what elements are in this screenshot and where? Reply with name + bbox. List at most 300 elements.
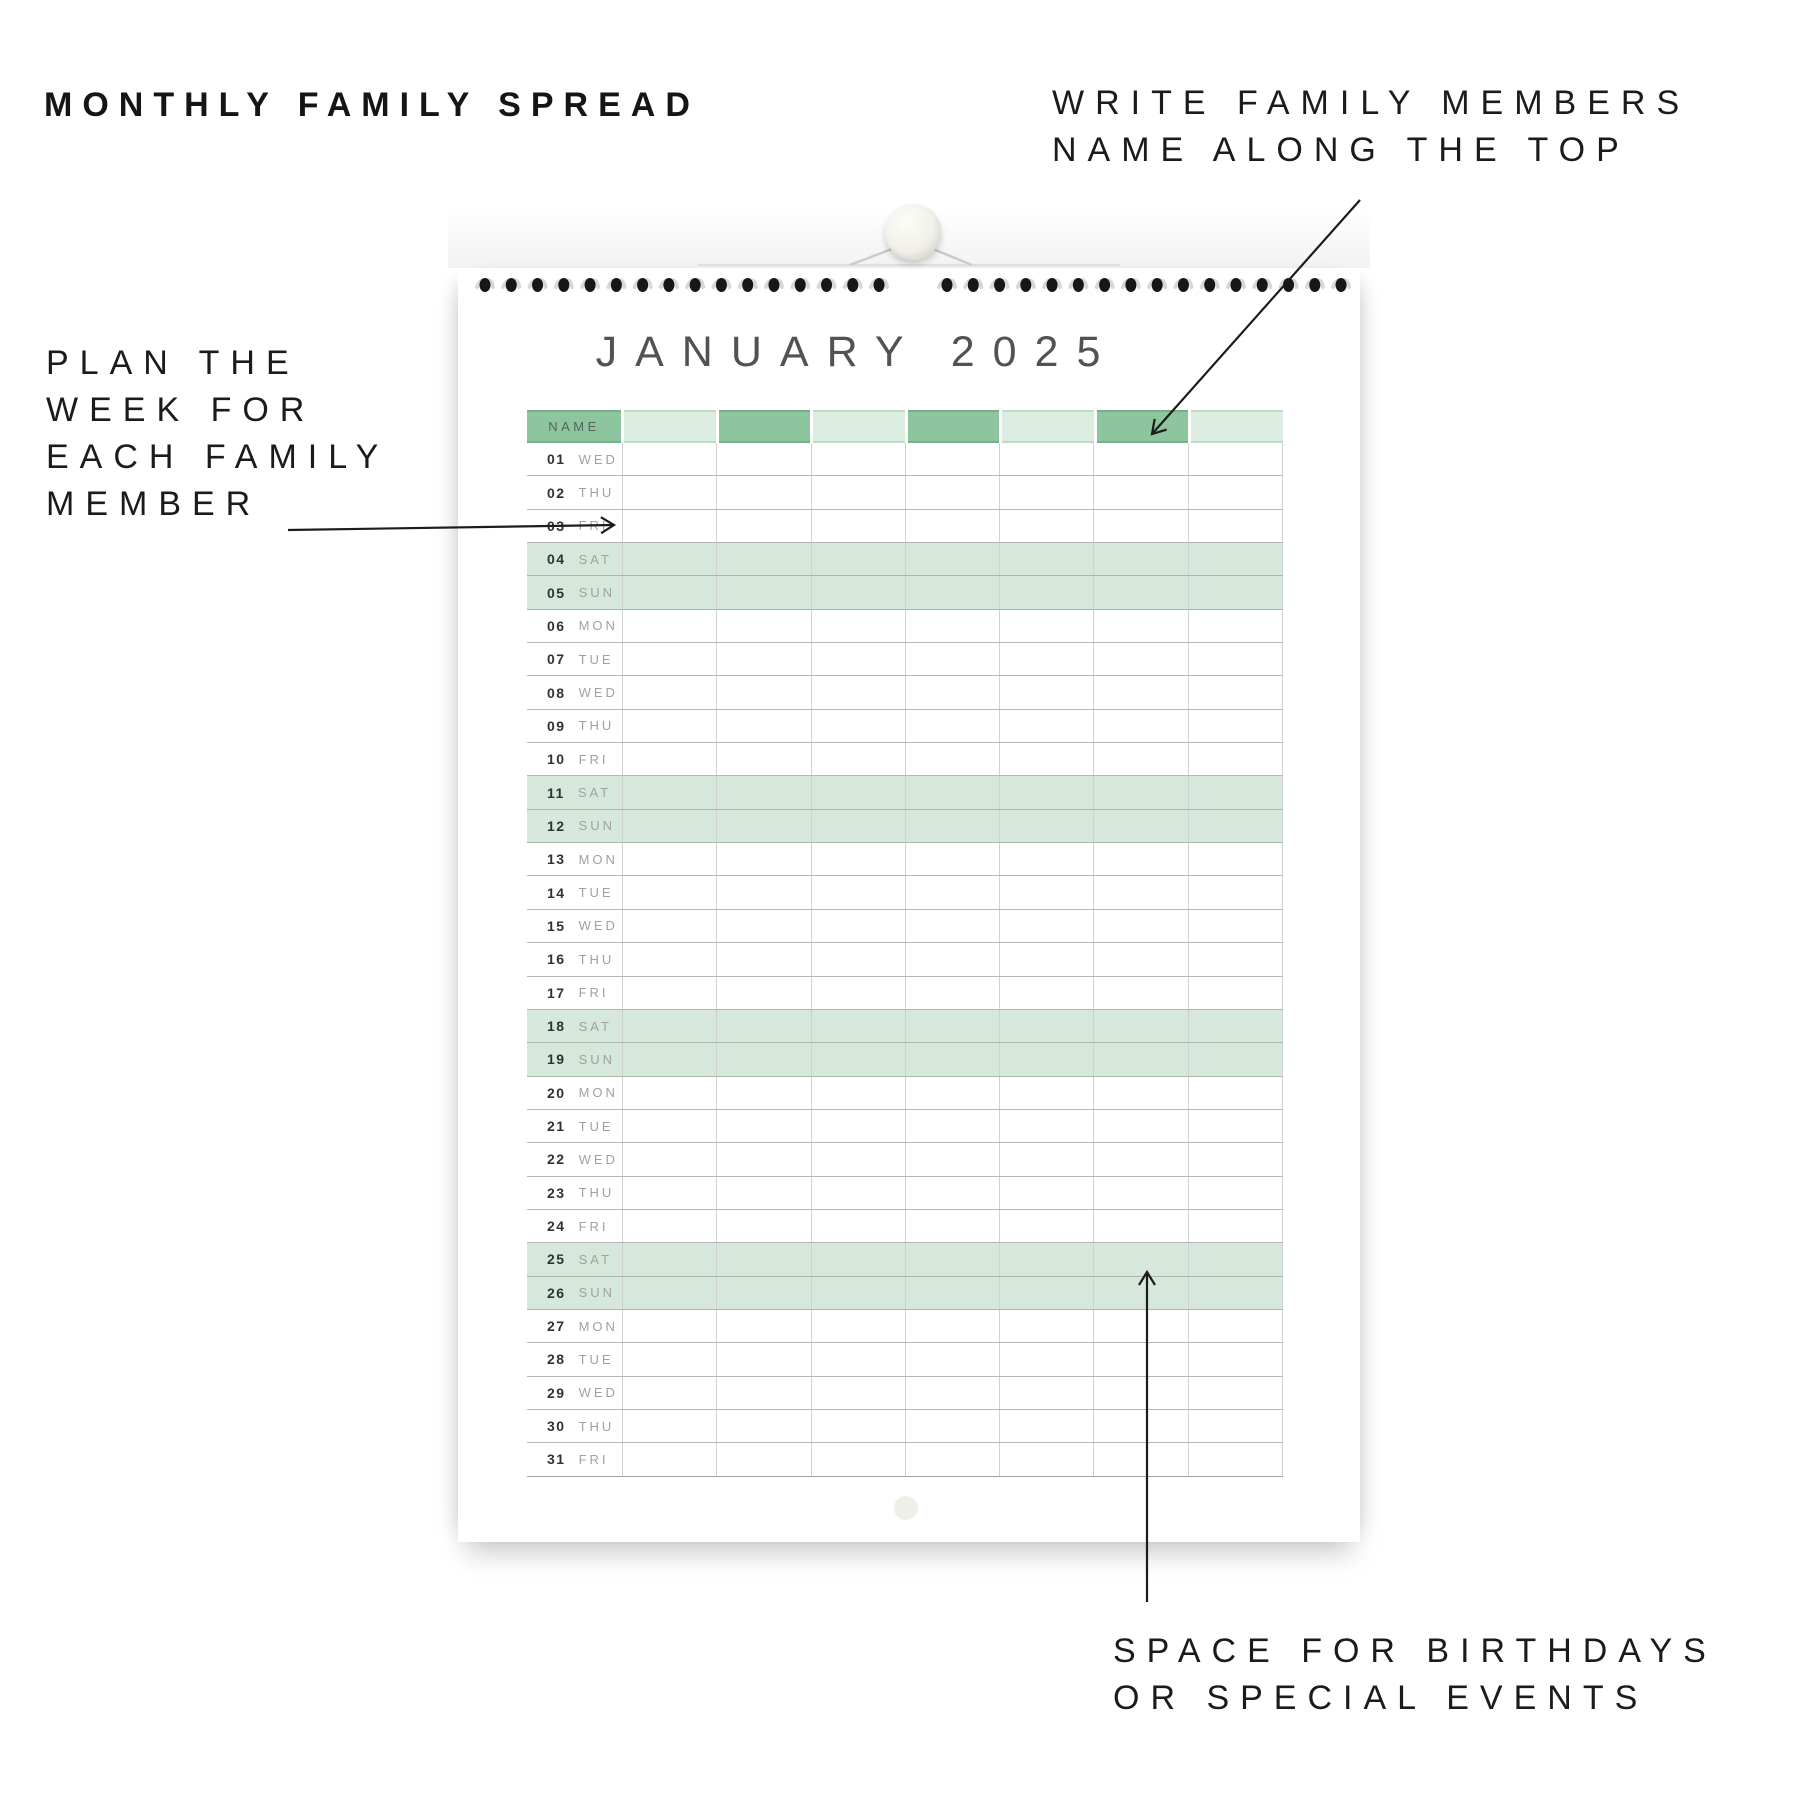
member-name-cell <box>908 410 1000 443</box>
day-cell <box>812 1177 906 1209</box>
day-row <box>527 1310 1283 1343</box>
day-cell <box>717 610 811 642</box>
day-cell <box>1189 1343 1283 1375</box>
day-cell <box>906 710 1000 742</box>
day-cell <box>1094 943 1188 975</box>
day-cell <box>906 1443 1000 1475</box>
day-cell <box>623 476 717 508</box>
day-cell <box>623 610 717 642</box>
day-label <box>527 476 623 508</box>
hanging-pin-icon <box>885 204 941 260</box>
day-row <box>527 1243 1283 1276</box>
day-name: SAT <box>578 551 612 567</box>
day-number: 30 <box>547 1418 566 1435</box>
day-cell <box>1000 910 1094 942</box>
day-cell <box>906 1377 1000 1409</box>
day-row <box>527 1377 1283 1410</box>
day-cell <box>623 810 717 842</box>
day-row <box>527 643 1283 676</box>
day-cell <box>812 910 906 942</box>
day-number: 20 <box>547 1084 566 1101</box>
day-label <box>527 710 623 742</box>
day-cell <box>906 1077 1000 1109</box>
annotation-line: OR SPECIAL EVENTS <box>1113 1679 1649 1717</box>
day-cell <box>623 843 717 875</box>
day-cell <box>1000 1210 1094 1242</box>
day-name: TUE <box>578 1351 614 1367</box>
day-cell <box>623 1077 717 1109</box>
day-label <box>527 1043 623 1075</box>
day-name: WED <box>578 1385 618 1401</box>
day-name: SAT <box>578 1018 612 1034</box>
day-cell <box>623 443 717 475</box>
day-cell <box>1094 1443 1188 1475</box>
day-cell <box>1000 943 1094 975</box>
day-cell <box>623 710 717 742</box>
day-label <box>527 643 623 675</box>
binding-hole-icon <box>768 278 779 292</box>
day-cell <box>1094 910 1188 942</box>
day-cell <box>1189 676 1283 708</box>
day-cell <box>1000 476 1094 508</box>
day-cell <box>717 510 811 542</box>
day-cell <box>717 943 811 975</box>
day-cell <box>717 1310 811 1342</box>
day-cell <box>1000 710 1094 742</box>
day-number: 29 <box>547 1384 566 1401</box>
binding-hole-icon <box>942 278 953 292</box>
headline: MONTHLY FAMILY SPREAD <box>44 86 700 124</box>
day-label <box>527 1010 623 1042</box>
day-cell <box>906 510 1000 542</box>
day-row <box>527 943 1283 976</box>
binding-hole-icon <box>968 278 979 292</box>
day-cell <box>1094 1410 1188 1442</box>
day-cell <box>623 543 717 575</box>
day-cell <box>1189 1410 1283 1442</box>
day-name: SUN <box>578 1285 616 1301</box>
binding-hole-icon <box>585 278 596 292</box>
day-cell <box>1094 1377 1188 1409</box>
day-cell <box>1094 843 1188 875</box>
day-cell <box>1094 1043 1188 1075</box>
day-cell <box>1189 1110 1283 1142</box>
day-cell <box>717 1443 811 1475</box>
binding-hole-icon <box>1257 278 1268 292</box>
day-cell <box>812 1410 906 1442</box>
day-name: FRI <box>578 751 609 767</box>
day-cell <box>906 943 1000 975</box>
day-cell <box>1189 1243 1283 1275</box>
annotation-line: EACH FAMILY <box>46 438 390 476</box>
day-row <box>527 977 1283 1010</box>
day-cell <box>1094 1110 1188 1142</box>
day-label <box>527 1343 623 1375</box>
day-cell <box>906 1177 1000 1209</box>
day-label <box>527 543 623 575</box>
day-row <box>527 543 1283 576</box>
day-cell <box>623 1010 717 1042</box>
day-row <box>527 1043 1283 1076</box>
day-cell <box>623 1343 717 1375</box>
day-number: 04 <box>547 551 566 568</box>
day-cell <box>812 1277 906 1309</box>
name-header-cell: NAME <box>527 410 621 443</box>
day-cell <box>906 476 1000 508</box>
day-cell <box>623 1377 717 1409</box>
day-cell <box>1189 1143 1283 1175</box>
annotation-line: WRITE FAMILY MEMBERS <box>1052 84 1691 122</box>
day-cell <box>1189 810 1283 842</box>
day-cell <box>1000 1110 1094 1142</box>
day-label <box>527 1177 623 1209</box>
day-cell <box>1189 710 1283 742</box>
day-cell <box>1189 610 1283 642</box>
day-name: THU <box>578 951 615 967</box>
binding-hole-icon <box>558 278 569 292</box>
day-cell <box>717 643 811 675</box>
day-number: 09 <box>547 717 566 734</box>
day-number: 12 <box>547 817 566 834</box>
calendar-table <box>527 410 1283 1477</box>
day-row <box>527 1177 1283 1210</box>
day-cell <box>812 1010 906 1042</box>
binding-hole-icon <box>847 278 858 292</box>
day-cell <box>1000 876 1094 908</box>
annotation-bottom-right <box>1113 1628 1717 1722</box>
day-cell <box>1189 776 1283 808</box>
day-cell <box>906 910 1000 942</box>
day-cell <box>1189 1443 1283 1475</box>
day-cell <box>812 776 906 808</box>
day-label <box>527 1243 623 1275</box>
day-cell <box>1000 1343 1094 1375</box>
day-name: WED <box>578 685 618 701</box>
day-cell <box>1094 676 1188 708</box>
member-name-cell <box>624 410 716 443</box>
day-number: 26 <box>547 1284 566 1301</box>
day-label <box>527 843 623 875</box>
day-cell <box>623 1177 717 1209</box>
day-name: FRI <box>578 518 609 534</box>
day-label <box>527 810 623 842</box>
day-cell <box>717 1177 811 1209</box>
day-number: 23 <box>547 1184 566 1201</box>
binding-hole-icon <box>1047 278 1058 292</box>
day-cell <box>1000 776 1094 808</box>
day-name: MON <box>578 1085 618 1101</box>
day-cell <box>623 1143 717 1175</box>
day-cell <box>906 543 1000 575</box>
day-row <box>527 1443 1283 1476</box>
day-cell <box>1000 1410 1094 1442</box>
day-name: WED <box>578 451 618 467</box>
day-label <box>527 1410 623 1442</box>
day-cell <box>1094 643 1188 675</box>
day-cell <box>1000 1010 1094 1042</box>
day-name: FRI <box>578 985 609 1001</box>
member-name-cell <box>1097 410 1189 443</box>
day-label <box>527 610 623 642</box>
day-name: WED <box>578 918 618 934</box>
day-number: 16 <box>547 951 566 968</box>
day-cell <box>1000 510 1094 542</box>
day-cell <box>1189 843 1283 875</box>
day-cell <box>623 910 717 942</box>
binding-hole-icon <box>821 278 832 292</box>
day-cell <box>1000 610 1094 642</box>
day-row <box>527 1343 1283 1376</box>
day-cell <box>812 610 906 642</box>
day-cell <box>812 943 906 975</box>
day-cell <box>812 743 906 775</box>
day-cell <box>1189 1210 1283 1242</box>
day-cell <box>906 1243 1000 1275</box>
day-number: 21 <box>547 1118 566 1135</box>
day-cell <box>906 1210 1000 1242</box>
day-row <box>527 1210 1283 1243</box>
day-cell <box>1189 943 1283 975</box>
day-cell <box>717 977 811 1009</box>
day-cell <box>906 876 1000 908</box>
day-cell <box>717 1110 811 1142</box>
day-cell <box>1094 1310 1188 1342</box>
day-cell <box>1000 843 1094 875</box>
day-cell <box>1189 576 1283 608</box>
day-number: 27 <box>547 1318 566 1335</box>
binding-hole-icon <box>1336 278 1347 292</box>
day-name: FRI <box>578 1451 609 1467</box>
day-cell <box>1094 443 1188 475</box>
day-name: SAT <box>577 785 612 801</box>
day-cell <box>812 643 906 675</box>
day-row <box>527 876 1283 909</box>
binding-hole-icon <box>506 278 517 292</box>
day-cell <box>906 810 1000 842</box>
day-number: 01 <box>547 451 566 468</box>
day-cell <box>1094 977 1188 1009</box>
day-number: 05 <box>547 584 566 601</box>
day-cell <box>1189 1077 1283 1109</box>
day-cell <box>623 1110 717 1142</box>
day-name: SAT <box>578 1251 612 1267</box>
day-cell <box>812 1043 906 1075</box>
day-cell <box>812 810 906 842</box>
day-cell <box>1189 1310 1283 1342</box>
day-cell <box>623 643 717 675</box>
day-cell <box>717 443 811 475</box>
day-name: THU <box>578 485 615 501</box>
day-cell <box>812 1143 906 1175</box>
binding-hole-icon <box>994 278 1005 292</box>
day-name: SUN <box>578 585 616 601</box>
day-cell <box>1189 476 1283 508</box>
binding-hole-icon <box>690 278 701 292</box>
binding-hole-icon <box>1230 278 1241 292</box>
day-cell <box>1189 743 1283 775</box>
day-name: FRI <box>578 1218 609 1234</box>
day-cell <box>623 510 717 542</box>
day-cell <box>812 876 906 908</box>
day-cell <box>623 1410 717 1442</box>
day-cell <box>717 810 811 842</box>
day-cell <box>812 510 906 542</box>
day-label <box>527 443 623 475</box>
day-cell <box>717 1210 811 1242</box>
member-name-cell <box>1191 410 1283 443</box>
day-row <box>527 576 1283 609</box>
day-row <box>527 610 1283 643</box>
day-number: 07 <box>547 651 566 668</box>
day-row <box>527 910 1283 943</box>
day-cell <box>717 743 811 775</box>
day-number: 08 <box>547 684 566 701</box>
day-label <box>527 1077 623 1109</box>
day-cell <box>717 1010 811 1042</box>
day-number: 10 <box>547 751 566 768</box>
day-number: 14 <box>547 884 566 901</box>
day-cell <box>1000 1443 1094 1475</box>
day-cell <box>717 543 811 575</box>
day-name: MON <box>578 618 618 634</box>
day-cell <box>1094 1010 1188 1042</box>
day-cell <box>1094 710 1188 742</box>
day-cell <box>1000 1243 1094 1275</box>
binding-hole-icon <box>637 278 648 292</box>
day-cell <box>623 676 717 708</box>
day-cell <box>1094 576 1188 608</box>
day-cell <box>623 1277 717 1309</box>
day-cell <box>1189 977 1283 1009</box>
day-cell <box>717 1243 811 1275</box>
day-cell <box>1000 543 1094 575</box>
day-label <box>527 1143 623 1175</box>
day-number: 11 <box>547 784 565 801</box>
day-cell <box>812 476 906 508</box>
day-cell <box>1189 1277 1283 1309</box>
day-cell <box>1094 476 1188 508</box>
day-number: 18 <box>547 1018 566 1035</box>
day-number: 13 <box>547 851 566 868</box>
day-name: THU <box>578 1185 615 1201</box>
day-cell <box>812 1343 906 1375</box>
day-row <box>527 1077 1283 1110</box>
annotation-line: WEEK FOR <box>46 391 316 429</box>
day-cell <box>623 1243 717 1275</box>
day-cell <box>623 743 717 775</box>
day-cell <box>717 876 811 908</box>
day-label <box>527 1377 623 1409</box>
day-cell <box>812 1377 906 1409</box>
day-row <box>527 810 1283 843</box>
day-cell <box>717 710 811 742</box>
day-cell <box>812 1443 906 1475</box>
day-number: 28 <box>547 1351 566 1368</box>
day-cell <box>906 1143 1000 1175</box>
day-cell <box>717 1377 811 1409</box>
day-cell <box>812 1077 906 1109</box>
day-row <box>527 1110 1283 1143</box>
day-cell <box>623 876 717 908</box>
day-row <box>527 443 1283 476</box>
day-row <box>527 476 1283 509</box>
day-cell <box>1189 643 1283 675</box>
day-cell <box>906 643 1000 675</box>
binding-hole-icon <box>1204 278 1215 292</box>
day-row <box>527 843 1283 876</box>
name-header-row <box>527 410 1283 443</box>
member-name-cell <box>719 410 811 443</box>
day-cell <box>812 843 906 875</box>
day-cell <box>906 776 1000 808</box>
day-cell <box>1000 1143 1094 1175</box>
day-row <box>527 743 1283 776</box>
day-row <box>527 1410 1283 1443</box>
day-name: MON <box>578 1318 618 1334</box>
day-cell <box>1094 1177 1188 1209</box>
day-cell <box>1000 676 1094 708</box>
day-cell <box>717 1410 811 1442</box>
day-label <box>527 943 623 975</box>
day-cell <box>1094 1077 1188 1109</box>
day-cell <box>812 710 906 742</box>
binding-hole-icon <box>532 278 543 292</box>
day-cell <box>812 1243 906 1275</box>
day-row <box>527 1143 1283 1176</box>
day-cell <box>1000 1377 1094 1409</box>
day-cell <box>717 910 811 942</box>
day-cell <box>623 977 717 1009</box>
day-name: MON <box>578 851 618 867</box>
day-cell <box>812 676 906 708</box>
day-cell <box>1094 510 1188 542</box>
binding-hole-icon <box>874 278 885 292</box>
day-number: 24 <box>547 1218 566 1235</box>
day-cell <box>1189 876 1283 908</box>
day-row <box>527 676 1283 709</box>
day-label <box>527 1210 623 1242</box>
day-cell <box>906 843 1000 875</box>
day-cell <box>623 576 717 608</box>
day-cell <box>717 576 811 608</box>
member-name-cell <box>813 410 905 443</box>
day-number: 19 <box>547 1051 566 1068</box>
day-cell <box>1189 510 1283 542</box>
calendar-page <box>458 268 1360 1542</box>
day-cell <box>1000 643 1094 675</box>
day-name: SUN <box>578 1051 616 1067</box>
day-label <box>527 1443 623 1475</box>
day-cell <box>1094 1277 1188 1309</box>
day-cell <box>1094 543 1188 575</box>
day-number: 17 <box>547 984 566 1001</box>
day-cell <box>717 1043 811 1075</box>
day-cell <box>1189 443 1283 475</box>
day-cell <box>1000 810 1094 842</box>
binding-hole-icon <box>480 278 491 292</box>
day-cell <box>906 1310 1000 1342</box>
binding-hole-icon <box>663 278 674 292</box>
day-name: TUE <box>578 1118 614 1134</box>
binding-hole-icon <box>795 278 806 292</box>
day-number: 25 <box>547 1251 566 1268</box>
day-cell <box>1000 1277 1094 1309</box>
day-label <box>527 977 623 1009</box>
day-cell <box>1000 576 1094 608</box>
day-cell <box>1094 776 1188 808</box>
day-cell <box>906 443 1000 475</box>
day-cell <box>1094 810 1188 842</box>
